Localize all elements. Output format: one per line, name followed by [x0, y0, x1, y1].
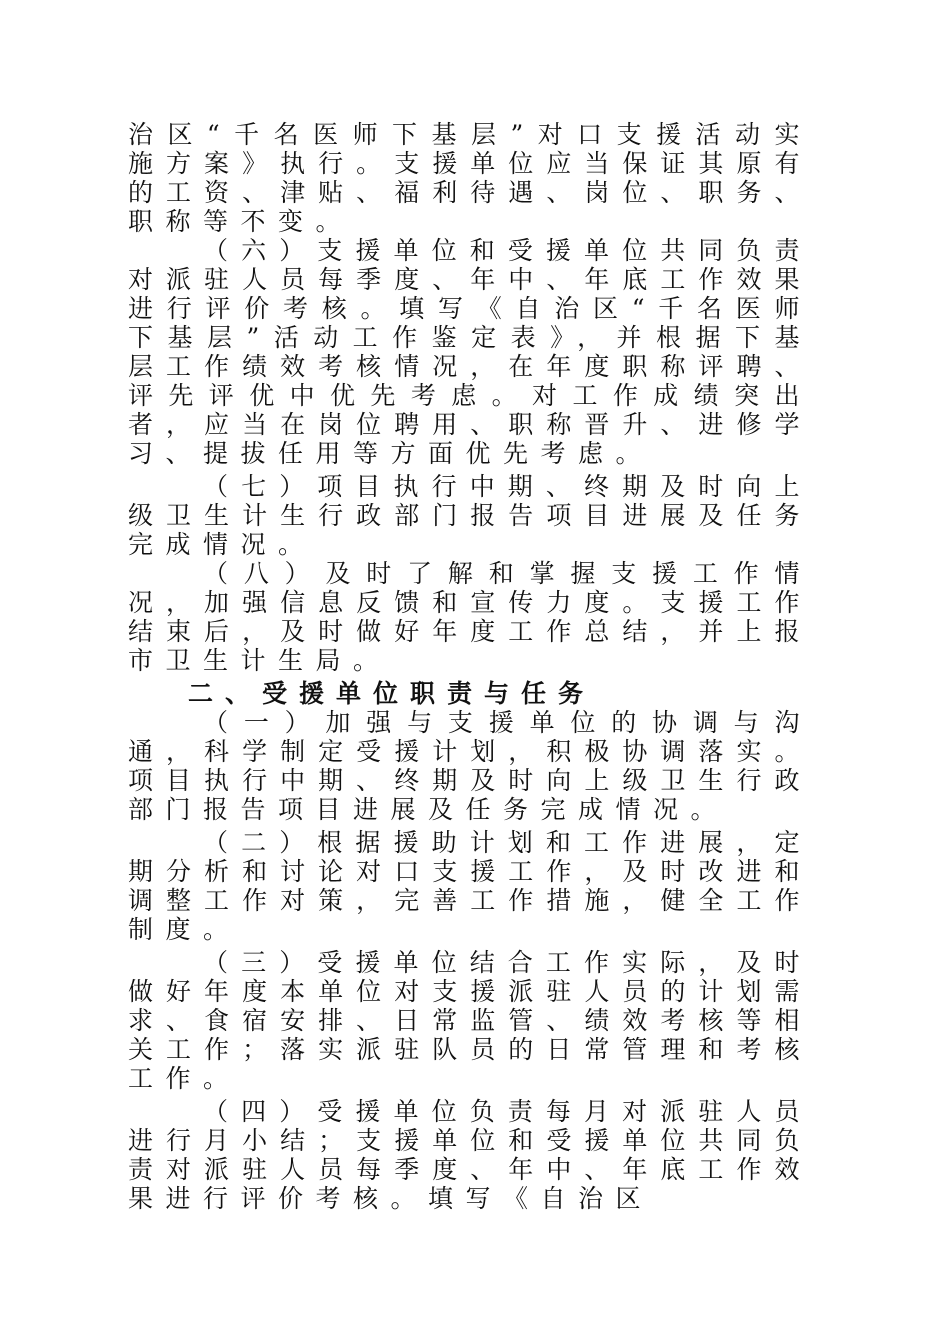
paragraph-continuation: 治区“千名医师下基层”对口支援活动实施方案》执行。支援单位应当保证其原有的工资、津贴、福利待遇、岗位、职务、职称等不变。 [128, 120, 812, 236]
paragraph-item-4: （四）受援单位负责每月对派驻人员进行月小结；支援单位和受援单位共同负责对派驻人员每季度、年中、年底工作效果进行评价考核。填写《自治区 [128, 1097, 812, 1213]
document-page [128, 120, 812, 1213]
section-heading-2: 二、受援单位职责与任务 [188, 679, 596, 708]
paragraph-item-1: （一）加强与支援单位的协调与沟通，科学制定受援计划，积极协调落实。项目执行中期、终期及时向上级卫生行政部门报告项目进展及任务完成情况。 [128, 708, 812, 824]
paragraph-item-2: （二）根据援助计划和工作进展，定期分析和讨论对口支援工作，及时改进和调整工作对策，完善工作措施，健全工作制度。 [128, 828, 812, 944]
paragraph-item-8: （八）及时了解和掌握支援工作情况，加强信息反馈和宣传力度。支援工作结束后，及时做好年度工作总结，并上报市卫生计生局。 [128, 559, 812, 675]
paragraph-item-7: （七）项目执行中期、终期及时向上级卫生计生行政部门报告项目进展及任务完成情况。 [128, 472, 812, 559]
paragraph-item-6: （六）支援单位和受援单位共同负责对派驻人员每季度、年中、年底工作效果进行评价考核。填写《自治区“千名医师下基层”活动工作鉴定表》，并根据下基层工作绩效考核情况，在年度职称评聘、评先评优中优先考虑。对工作成绩突出者，应当在岗位聘用、职称晋升、进修学习、提拔任用等方面优先考虑。 [128, 236, 812, 468]
paragraph-item-3: （三）受援单位结合工作实际，及时做好年度本单位对支援派驻人员的计划需求、食宿安排、日常监管、绩效考核等相关工作；落实派驻队员的日常管理和考核工作。 [128, 948, 812, 1093]
